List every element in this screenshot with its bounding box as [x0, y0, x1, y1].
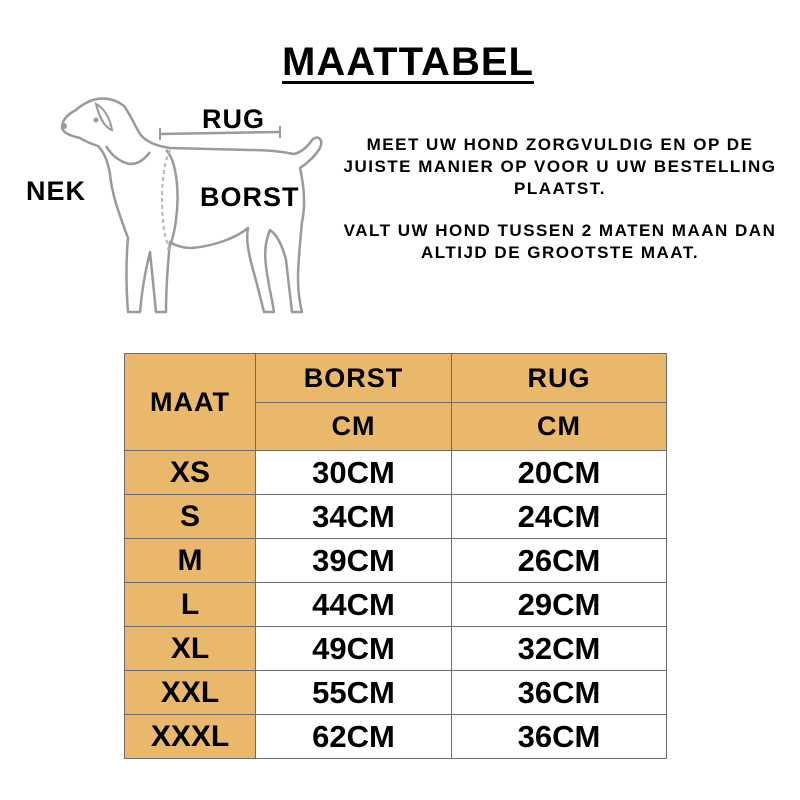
size-cell: M [125, 539, 256, 583]
back-cell: 26CM [452, 539, 667, 583]
diagram-label-borst: BORST [200, 182, 300, 212]
instruction-measure: MEET UW HOND ZORGVULDIG EN OP DE JUISTE MANIER OP VOOR U UW BESTELLING PLAATST. [343, 135, 777, 198]
page-title-text: MAATTABEL [282, 40, 534, 84]
back-cell: 24CM [452, 495, 667, 539]
measuring-instructions [340, 134, 780, 284]
size-table [124, 353, 667, 759]
dog-nose [61, 123, 67, 129]
table-row [125, 627, 667, 671]
table-row [125, 495, 667, 539]
size-cell: XXXL [125, 715, 256, 759]
back-cell: 36CM [452, 671, 667, 715]
size-cell: XXL [125, 671, 256, 715]
table-row [125, 539, 667, 583]
back-cell: 36CM [452, 715, 667, 759]
table-row [125, 583, 667, 627]
chest-cell: 49CM [256, 627, 452, 671]
instruction-between-sizes: VALT UW HOND TUSSEN 2 MATEN MAAN DAN ALTIJD DE GROOTSTE MAAT. [343, 221, 777, 262]
chest-cell: 34CM [256, 495, 452, 539]
chest-cell: 30CM [256, 451, 452, 495]
header-size: MAAT [125, 354, 256, 451]
neck-measure-line [106, 146, 150, 164]
chest-measure-line [166, 150, 178, 250]
header-chest: BORST [256, 354, 452, 403]
page-title [0, 40, 800, 85]
size-cell: L [125, 583, 256, 627]
chest-cell: 39CM [256, 539, 452, 583]
back-cell: 29CM [452, 583, 667, 627]
back-cell: 32CM [452, 627, 667, 671]
header-back: RUG [452, 354, 667, 403]
header-chest-unit: CM [256, 403, 452, 451]
diagram-label-rug: RUG [202, 104, 265, 134]
diagram-label-nek: NEK [26, 176, 87, 206]
table-row [125, 451, 667, 495]
header-back-unit: CM [452, 403, 667, 451]
table-row [125, 671, 667, 715]
chest-measure-line-back [162, 150, 170, 250]
size-cell: S [125, 495, 256, 539]
chest-cell: 55CM [256, 671, 452, 715]
table-header-row [125, 354, 667, 403]
size-cell: XL [125, 627, 256, 671]
dog-ear [96, 104, 112, 130]
dog-measurement-diagram [0, 90, 340, 330]
chest-cell: 44CM [256, 583, 452, 627]
dog-eye [94, 118, 99, 123]
size-cell: XS [125, 451, 256, 495]
back-cell: 20CM [452, 451, 667, 495]
table-row [125, 715, 667, 759]
chest-cell: 62CM [256, 715, 452, 759]
